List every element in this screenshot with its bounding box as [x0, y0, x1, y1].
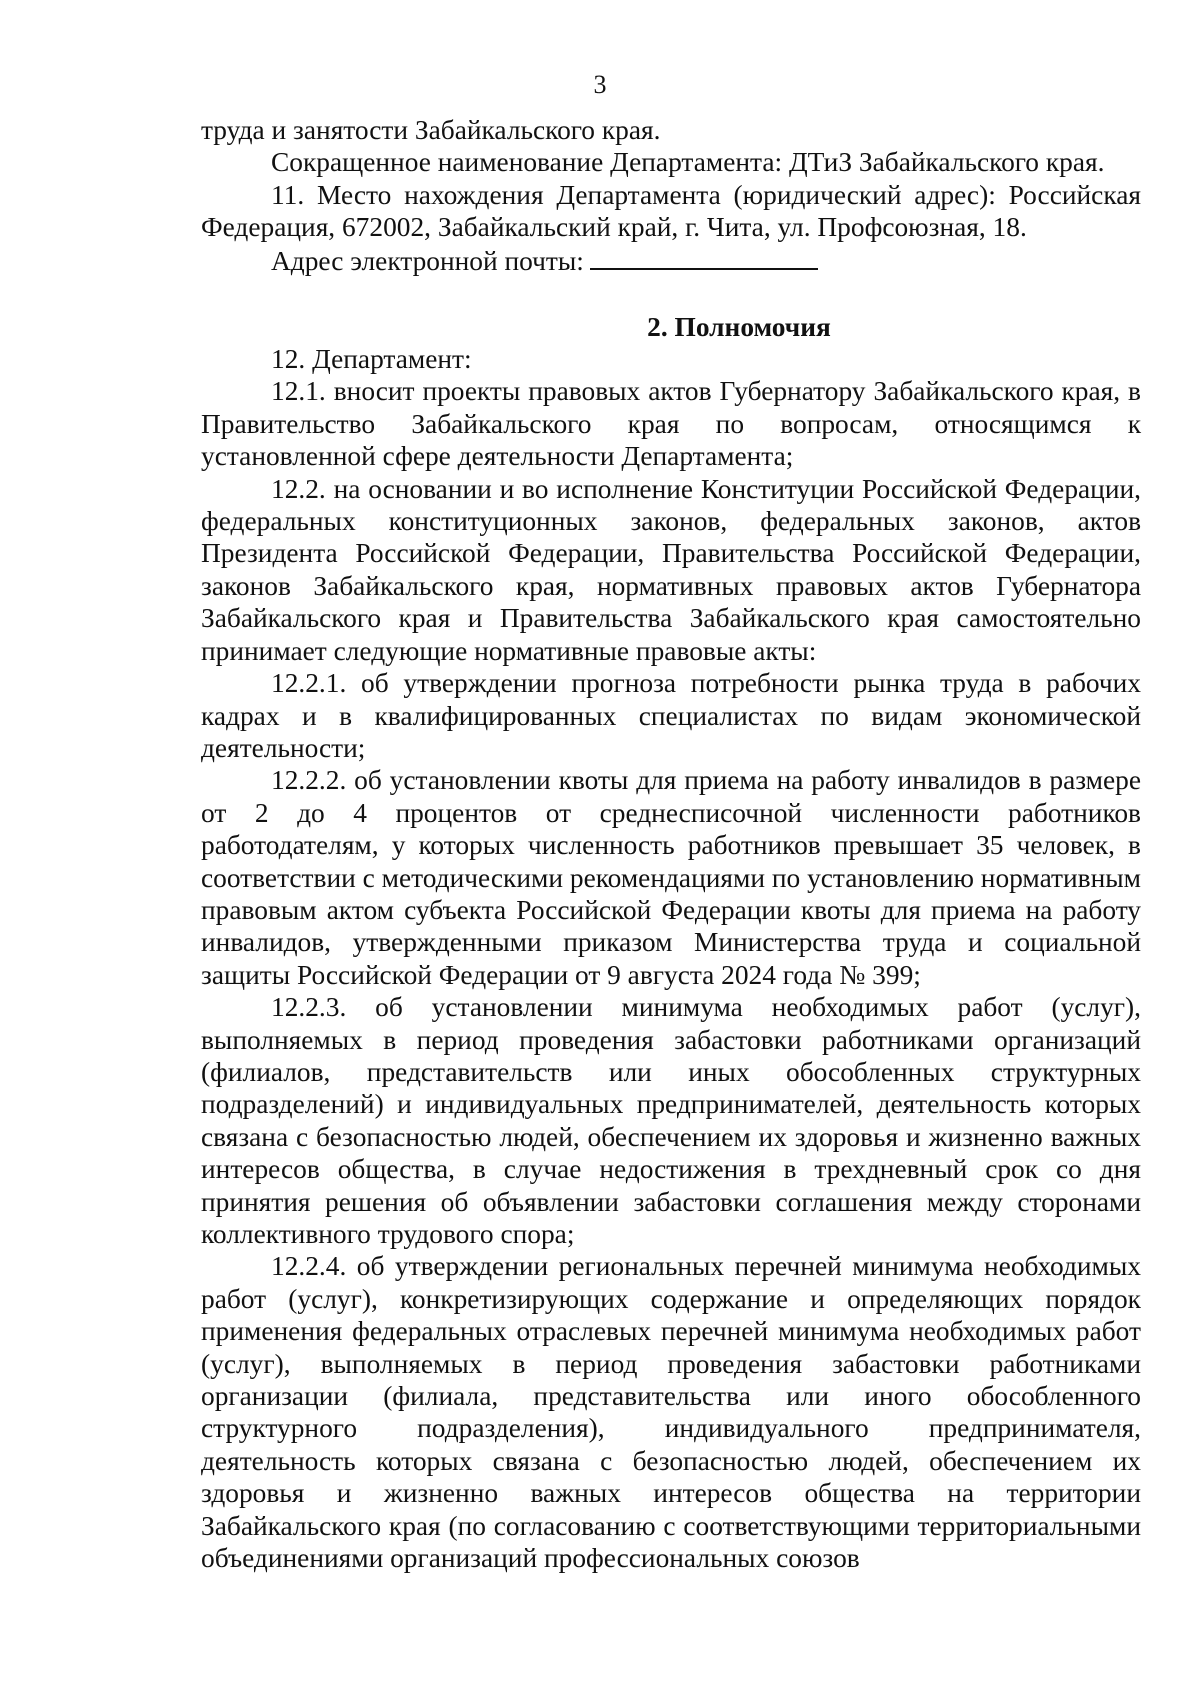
document-body [201, 114, 1141, 1574]
paragraph-short-name: Сокращенное наименование Департамента: ДТиЗ Забайкальского края. [271, 147, 1105, 178]
paragraph-12-2-1: 12.2.1. об утверждении прогноза потребности рынка труда в рабочих кадрах и в квалифицированных специалистах по видам экономической деятельности; [201, 668, 1141, 763]
email-label: Адрес электронной почты: [271, 245, 584, 276]
email-blank-line [590, 244, 818, 270]
paragraph-12-2-3: 12.2.3. об установлении минимума необходимых работ (услуг), выполняемых в период проведения забастовки работниками организаций (филиалов, представительств или иных обособленных структурных подразделений) и индивидуальных предпринимателей, деятельность которых связана с безопасностью людей, обеспечением их здоровья и жизненно важных интересов общества, в случае недостижения в трехдневный срок со дня принятия решения об объявлении забастовки соглашения между сторонами коллективного трудового спора; [201, 992, 1141, 1249]
paragraph-12-2-2: 12.2.2. об установлении квоты для приема на работу инвалидов в размере от 2 до 4 процентов от среднесписочной численности работников работодателям, у которых численность работников превышает 35 человек, в соответствии с методическими рекомендациями по установлению нормативным правовым актом субъекта Российской Федерации квоты для приема на работу инвалидов, утвержденными приказом Министерства труда и социальной защиты Российской Федерации от 9 августа 2024 года № 399; [201, 765, 1141, 990]
paragraph-12: 12. Департамент: [271, 344, 472, 375]
section-heading: 2. Полномочия [647, 312, 831, 343]
page-number: 3 [593, 70, 607, 99]
paragraph-legal-address: 11. Место нахождения Департамента (юридический адрес): Российская Федерация, 672002, Забайкальский край, г. Чита, ул. Профсоюзная, 18. [201, 179, 1141, 243]
paragraph-12-2: 12.2. на основании и во исполнение Конституции Российской Федерации, федеральных конституционных законов, федеральных законов, актов Президента Российской Федерации, Правительства Российской Федерации, законов Забайкальского края, нормативных правовых актов Губернатора Забайкальского края и Правительства Забайкальского края самостоятельно принимает следующие нормативные правовые акты: [201, 473, 1141, 666]
paragraph-12-2-4: 12.2.4. об утверждении региональных перечней минимума необходимых работ (услуг), конкретизирующих содержание и определяющих порядок применения федеральных отраслевых перечней минимума необходимых работ (услуг), выполняемых в период проведения забастовки работниками организации (филиала, представительства или иного обособленного структурного подразделения), индивидуального предпринимателя, деятельность которых связана с безопасностью людей, обеспечением их здоровья и жизненно важных интересов общества на территории Забайкальского края (по согласованию с соответствующими территориальными объединениями организаций профессиональных союзов [201, 1251, 1141, 1574]
paragraph-12-1: 12.1. вносит проекты правовых актов Губернатору Забайкальского края, в Правительство Забайкальского края по вопросам, относящимся к установленной сфере деятельности Департамента; [201, 376, 1141, 472]
paragraph-continuation: труда и занятости Забайкальского края. [201, 115, 661, 145]
paragraph-email [201, 244, 1141, 277]
